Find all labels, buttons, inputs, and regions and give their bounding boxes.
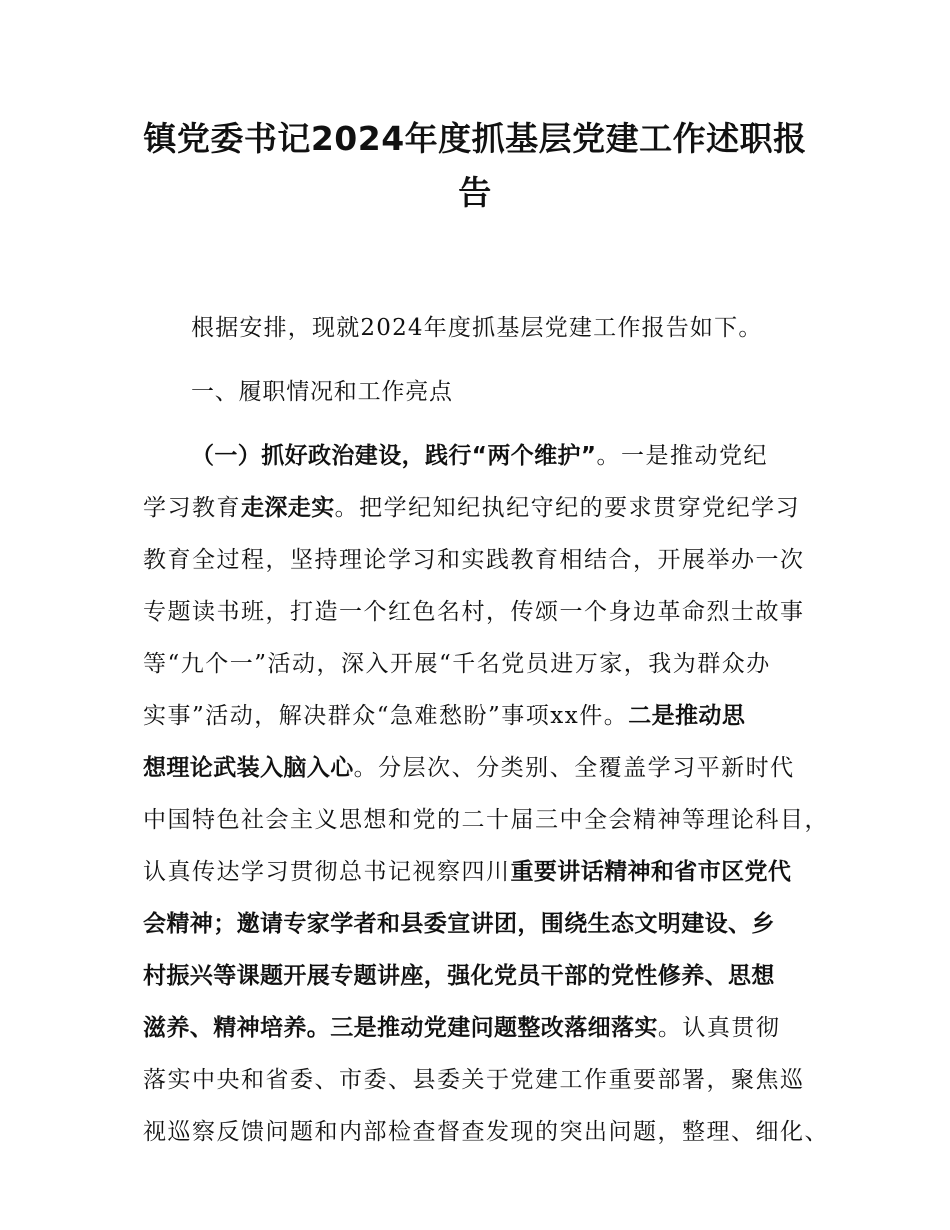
text-run: 等“九个一”活动，深入开展“千名党员进万家，我为群众办: [143, 651, 771, 677]
bold-text-run: （一）抓好政治建设，践行“两个维护”: [191, 443, 597, 469]
text-run: 实事”活动，解决群众“急难愁盼”事项xx件。: [143, 703, 629, 729]
intro-paragraph: 根据安排，现就2024年度抓基层党建工作报告如下。: [191, 315, 763, 341]
paragraph-line: [143, 742, 823, 794]
bold-text-run: 走深走实: [241, 495, 335, 521]
title-line-1: 镇党委书记2024年度抓基层党建工作述职报: [143, 119, 807, 158]
text-run: 教育全过程，坚持理论学习和实践教育相结合，开展举办一次: [143, 547, 805, 573]
body-paragraph: [143, 430, 829, 1158]
text-run: 认真传达学习贯彻总书记视察四川: [143, 859, 511, 885]
title-line-2: 告: [458, 173, 492, 212]
paragraph-line: [143, 898, 823, 950]
text-run: 。认真贯彻: [657, 1015, 781, 1041]
paragraph-line: [143, 690, 823, 742]
text-run: 落实中央和省委、市委、县委关于党建工作重要部署，聚焦巡: [143, 1067, 805, 1093]
text-run: 视巡察反馈问题和内部检查督查发现的突出问题，整理、细化、: [143, 1119, 829, 1145]
bold-text-run: 会精神；邀请专家学者和县委宣讲团，围绕生态文明建设、乡: [143, 911, 775, 937]
paragraph-line: [143, 1106, 829, 1158]
paragraph-line: [143, 846, 823, 898]
paragraph-line: [143, 586, 823, 638]
paragraph-line: [143, 794, 829, 846]
paragraph-line: [143, 638, 823, 690]
bold-text-run: 滋养、精神培养。三是推动党建问题整改落细落实: [143, 1015, 658, 1041]
text-run: 学习教育: [143, 495, 241, 521]
bold-text-run: 村振兴等课题开展专题讲座，强化党员干部的党性修养、思想: [143, 963, 775, 989]
paragraph-line: [143, 1054, 823, 1106]
bold-text-run: 想理论武装入脑入心: [143, 755, 354, 781]
text-run: 专题读书班，打造一个红色名村，传颂一个身边革命烈士故事: [143, 599, 805, 625]
paragraph-line: [143, 430, 823, 482]
document-title: [140, 112, 810, 220]
bold-text-run: 二是推动思: [628, 703, 746, 729]
section-heading: 一、履职情况和工作亮点: [191, 379, 453, 405]
paragraph-line: [143, 950, 823, 1002]
bold-text-run: 重要讲话精神和省市区党代: [510, 859, 792, 885]
text-run: 。一是推动党纪: [596, 443, 768, 469]
paragraph-line: [143, 482, 823, 534]
text-run: 。把学纪知纪执纪守纪的要求贯穿党纪学习: [334, 495, 801, 521]
text-run: 中国特色社会主义思想和党的二十届三中全会精神等理论科目，: [143, 807, 829, 833]
paragraph-line: [143, 1002, 823, 1054]
paragraph-line: [143, 534, 823, 586]
text-run: 。分层次、分类别、全覆盖学习平新时代: [353, 755, 795, 781]
